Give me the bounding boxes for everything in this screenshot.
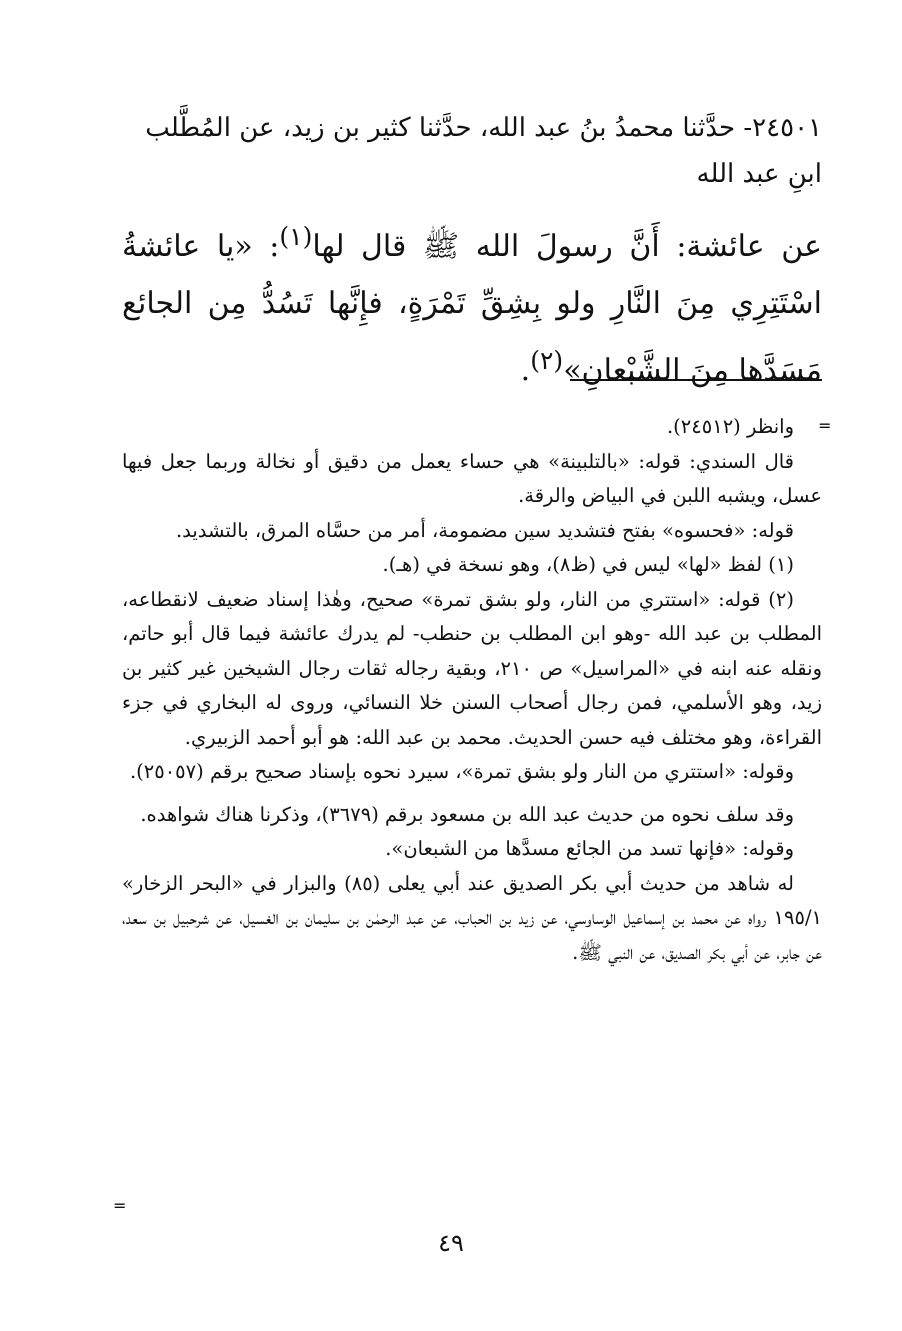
matn-text-end: . — [520, 353, 531, 388]
footnotes-block — [122, 410, 822, 970]
footnote-1: (١) لفظ «لها» ليس في (ظ٨)، وهو نسخة في (هـ). — [382, 553, 794, 576]
footnote-paragraph: وانظر (٢٤٥١٢). — [666, 415, 794, 438]
footnote-2: (٢) قوله: «استتري من النار، ولو بشق تمرة» صحيح، وهٰذا إسناد ضعيف لانقطاعه، المطلب بن عبد الله -وهو ابن المطلب بن حنطب- لم يدرك عائشة فيما قال أبو حاتم، ونقله عنه ابنه في «المراسيل» ص ٢١٠، وبقية رجاله ثقات رجال الشيخين غير كثير بن زيد، وهو الأسلمي، فمن رجال أصحاب السنن خلا النسائي، وروى له البخاري في جزء القراءة، وهو مختلف فيه حسن الحديث. محمد بن عبد الله: هو أبو أحمد الزبيري. — [122, 587, 823, 749]
footnote-marker-2: (٢) — [530, 346, 564, 375]
footnote-divider — [570, 379, 822, 381]
footnote-paragraph: وقوله: «استتري من النار ولو بشق تمرة»، سيرد نحوه بإسناد صحيح برقم (٢٥٠٥٧). — [129, 760, 794, 783]
hadith-matn — [122, 208, 822, 399]
footnote-marker-1: (١) — [279, 222, 313, 251]
continuation-mark-top: = — [818, 416, 832, 435]
footnote-paragraph: وقد سلف نحوه من حديث عبد الله بن مسعود برقم (٣٦٧٩)، وذكرنا هناك شواهده. — [140, 802, 794, 826]
hadith-block — [122, 108, 822, 399]
isnad-line-1: ٢٤٥٠١- حدَّثنا محمدُ بنُ عبد الله، حدَّثنا كثير بن زيد، عن المُطَّلب — [145, 113, 822, 143]
footnote-paragraph: قال السندي: قوله: «بالتلبينة» هي حساء يعمل من دقيق أو نخالة وربما جعل فيها عسل، ويشبه اللبن في البياض والرقة. — [122, 449, 822, 507]
footnote-paragraph: قوله: «فحسوه» بفتح فتشديد سين مضمومة، أمر من حسَّاه المرق، بالتشديد. — [175, 518, 794, 542]
footnote-paragraph: وقوله: «فإنها تسد من الجائع مسدَّها من الشبعان». — [385, 837, 794, 860]
matn-text-middle: : «يا عائشةُ اسْتَتِرِي مِنَ النَّارِ ولو بِشِقِّ تَمْرَةٍ، فإِنَّها تَسُدُّ مِن الجائع مَسَدَّها مِنَ الشَّبْعانِ» — [122, 229, 822, 388]
isnad-line-2: ابنِ عبد الله — [696, 159, 822, 189]
continuation-mark-bottom: = — [113, 1196, 127, 1215]
hadith-isnad — [122, 108, 822, 194]
matn-text-start: عن عائشة: أَنَّ رسولَ الله ﷺ قال لها — [312, 229, 822, 264]
page-number: ٤٩ — [438, 1229, 464, 1257]
footnote-paragraph: له شاهد من حديث أبي بكر الصديق عند أبي يعلى (٨٥) والبزار في «البحر الزخار» ١٩٥/١ رواه عن محمد بن إسماعيل الوساوسي، عن زيد بن الحباب، عن عبد الرحمٰن بن سليمان بن الغسيل، عن شرحبيل بن سعد، عن جابر، عن أبي بكر الصديق، عن النبي ﷺ. — [122, 871, 822, 964]
